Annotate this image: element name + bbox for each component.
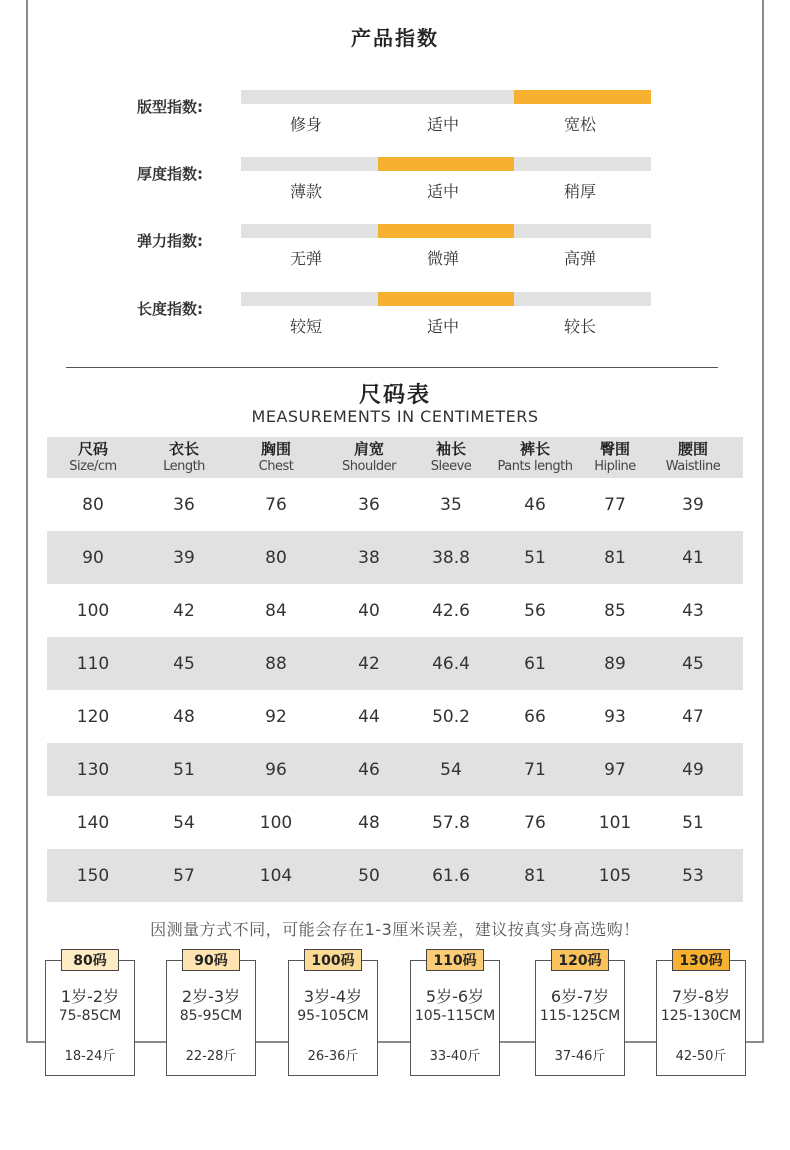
table-cell: 80 <box>82 494 104 515</box>
table-cell: 36 <box>173 494 195 515</box>
table-cell: 81 <box>524 865 546 886</box>
table-cell: 50.2 <box>432 706 470 727</box>
section-divider <box>66 367 718 368</box>
column-header <box>134 440 234 475</box>
column-header-en: Sleeve <box>430 459 472 474</box>
size-badge: 130码 <box>672 949 730 971</box>
table-cell: 97 <box>604 759 626 780</box>
table-cell: 80 <box>265 547 287 568</box>
size-card-age: 7岁-8岁 <box>671 987 731 1006</box>
table-cell: 51 <box>173 759 195 780</box>
table-cell: 57.8 <box>432 812 470 833</box>
table-cell: 120 <box>76 706 110 727</box>
table-row <box>47 743 743 796</box>
table-cell: 85 <box>604 600 626 621</box>
table-cell: 93 <box>604 706 626 727</box>
size-card-weight: 42-50斤 <box>675 1049 727 1064</box>
table-cell: 54 <box>440 759 462 780</box>
index-bar-fill <box>378 157 515 171</box>
size-card-age: 1岁-2岁 <box>60 987 120 1006</box>
index-option: 高弹 <box>563 249 596 268</box>
size-card <box>410 953 500 1076</box>
size-badge: 120码 <box>551 949 609 971</box>
table-cell: 48 <box>358 812 380 833</box>
size-card-age: 5岁-6岁 <box>425 987 485 1006</box>
size-card <box>535 953 625 1076</box>
table-cell: 105 <box>598 865 632 886</box>
size-card-age: 2岁-3岁 <box>181 987 241 1006</box>
column-header <box>43 440 143 475</box>
index-bar-fill <box>378 292 515 306</box>
index-label: 版型指数: <box>137 98 203 116</box>
table-row <box>47 478 743 531</box>
size-card-age: 6岁-7岁 <box>550 987 610 1006</box>
index-bar <box>241 224 651 238</box>
index-option: 修身 <box>289 115 322 134</box>
size-card-height: 105-115CM <box>414 1008 496 1024</box>
table-cell: 41 <box>682 547 704 568</box>
size-table-body <box>47 478 743 902</box>
index-label: 长度指数: <box>137 300 203 318</box>
table-cell: 84 <box>265 600 287 621</box>
size-badge: 100码 <box>304 949 362 971</box>
size-table-header <box>47 437 743 478</box>
index-option: 微弹 <box>426 249 459 268</box>
table-cell: 88 <box>265 653 287 674</box>
index-option: 稍厚 <box>563 182 596 201</box>
table-cell: 53 <box>682 865 704 886</box>
table-cell: 47 <box>682 706 704 727</box>
table-cell: 81 <box>604 547 626 568</box>
table-cell: 35 <box>440 494 462 515</box>
size-card-height: 75-85CM <box>58 1008 122 1024</box>
table-cell: 96 <box>265 759 287 780</box>
column-header-zh: 尺码 <box>77 440 108 458</box>
table-cell: 40 <box>358 600 380 621</box>
index-option: 薄款 <box>289 182 322 201</box>
table-cell: 46 <box>524 494 546 515</box>
table-row <box>47 849 743 902</box>
column-header <box>643 440 743 475</box>
table-cell: 38.8 <box>432 547 470 568</box>
table-cell: 100 <box>259 812 293 833</box>
table-cell: 76 <box>265 494 287 515</box>
table-cell: 92 <box>265 706 287 727</box>
size-card-height: 85-95CM <box>179 1008 243 1024</box>
table-cell: 89 <box>604 653 626 674</box>
size-chart-subtitle: MEASUREMENTS IN CENTIMETERS <box>251 407 539 426</box>
table-cell: 110 <box>76 653 110 674</box>
table-cell: 51 <box>524 547 546 568</box>
table-cell: 90 <box>82 547 104 568</box>
table-cell: 104 <box>259 865 293 886</box>
table-cell: 42 <box>358 653 380 674</box>
table-cell: 51 <box>682 812 704 833</box>
size-card-height: 125-130CM <box>660 1008 742 1024</box>
frame-right-line <box>762 0 764 1043</box>
index-bar <box>241 90 651 104</box>
index-bar <box>241 157 651 171</box>
size-card-weight: 37-46斤 <box>554 1049 606 1064</box>
table-row <box>47 796 743 849</box>
size-card <box>656 953 746 1076</box>
table-cell: 140 <box>76 812 110 833</box>
column-header-zh: 腰围 <box>677 440 708 458</box>
table-cell: 71 <box>524 759 546 780</box>
table-cell: 42 <box>173 600 195 621</box>
measurement-note: 因测量方式不同，可能会存在1-3厘米误差，建议按真实身高选购！ <box>150 920 640 939</box>
table-cell: 39 <box>173 547 195 568</box>
table-cell: 50 <box>358 865 380 886</box>
frame-bottom-line <box>26 1041 764 1043</box>
table-cell: 39 <box>682 494 704 515</box>
table-cell: 42.6 <box>432 600 470 621</box>
size-card <box>166 953 256 1076</box>
size-badge: 90码 <box>182 949 240 971</box>
size-card-height: 95-105CM <box>297 1008 369 1024</box>
column-header-en: Size/cm <box>69 459 117 474</box>
table-cell: 101 <box>598 812 632 833</box>
table-cell: 100 <box>76 600 110 621</box>
table-cell: 48 <box>173 706 195 727</box>
column-header-zh: 臀围 <box>599 440 630 458</box>
index-option: 无弹 <box>289 249 322 268</box>
size-table <box>47 437 743 902</box>
size-card-weight: 33-40斤 <box>429 1049 481 1064</box>
size-card-weight: 18-24斤 <box>64 1049 116 1064</box>
size-card-weight: 22-28斤 <box>185 1049 237 1064</box>
table-cell: 150 <box>76 865 110 886</box>
table-cell: 45 <box>173 653 195 674</box>
index-bar-fill <box>514 90 651 104</box>
column-header-en: Pants length <box>497 459 573 474</box>
product-index-title: 产品指数 <box>351 26 439 50</box>
column-header-en: Length <box>163 459 205 474</box>
index-option: 宽松 <box>563 115 596 134</box>
column-header-en: Chest <box>258 459 294 474</box>
index-label: 厚度指数: <box>137 165 203 183</box>
column-header-en: Shoulder <box>342 459 396 474</box>
column-header-zh: 袖长 <box>435 440 466 458</box>
table-row <box>47 584 743 637</box>
table-cell: 49 <box>682 759 704 780</box>
table-cell: 43 <box>682 600 704 621</box>
size-card-age: 3岁-4岁 <box>303 987 363 1006</box>
table-cell: 46.4 <box>432 653 470 674</box>
table-row <box>47 637 743 690</box>
column-header-zh: 肩宽 <box>353 440 384 458</box>
size-badge: 80码 <box>61 949 119 971</box>
index-option: 适中 <box>426 317 459 336</box>
size-card-weight: 26-36斤 <box>307 1049 359 1064</box>
column-header-zh: 胸围 <box>260 440 291 458</box>
table-cell: 61.6 <box>432 865 470 886</box>
index-option: 较长 <box>563 317 596 336</box>
size-card <box>45 953 135 1076</box>
table-cell: 61 <box>524 653 546 674</box>
column-header-en: Hipline <box>594 459 636 474</box>
table-cell: 36 <box>358 494 380 515</box>
table-row <box>47 690 743 743</box>
table-cell: 130 <box>76 759 110 780</box>
table-cell: 45 <box>682 653 704 674</box>
table-cell: 54 <box>173 812 195 833</box>
table-row <box>47 531 743 584</box>
index-bar <box>241 292 651 306</box>
table-cell: 66 <box>524 706 546 727</box>
size-card-height: 115-125CM <box>539 1008 621 1024</box>
frame-left-line <box>26 0 28 1043</box>
table-cell: 44 <box>358 706 380 727</box>
column-header-zh: 衣长 <box>168 440 199 458</box>
index-option: 适中 <box>426 182 459 201</box>
size-card <box>288 953 378 1076</box>
index-option: 较短 <box>289 317 322 336</box>
table-cell: 56 <box>524 600 546 621</box>
index-bar-fill <box>378 224 515 238</box>
index-option: 适中 <box>426 115 459 134</box>
size-chart-title: 尺码表 <box>358 383 431 408</box>
table-cell: 57 <box>173 865 195 886</box>
size-badge: 110码 <box>426 949 484 971</box>
column-header <box>226 440 326 475</box>
column-header-en: Waistline <box>665 459 721 474</box>
index-label: 弹力指数: <box>137 232 203 250</box>
table-cell: 46 <box>358 759 380 780</box>
table-cell: 38 <box>358 547 380 568</box>
column-header-zh: 裤长 <box>519 440 550 458</box>
table-cell: 76 <box>524 812 546 833</box>
table-cell: 77 <box>604 494 626 515</box>
